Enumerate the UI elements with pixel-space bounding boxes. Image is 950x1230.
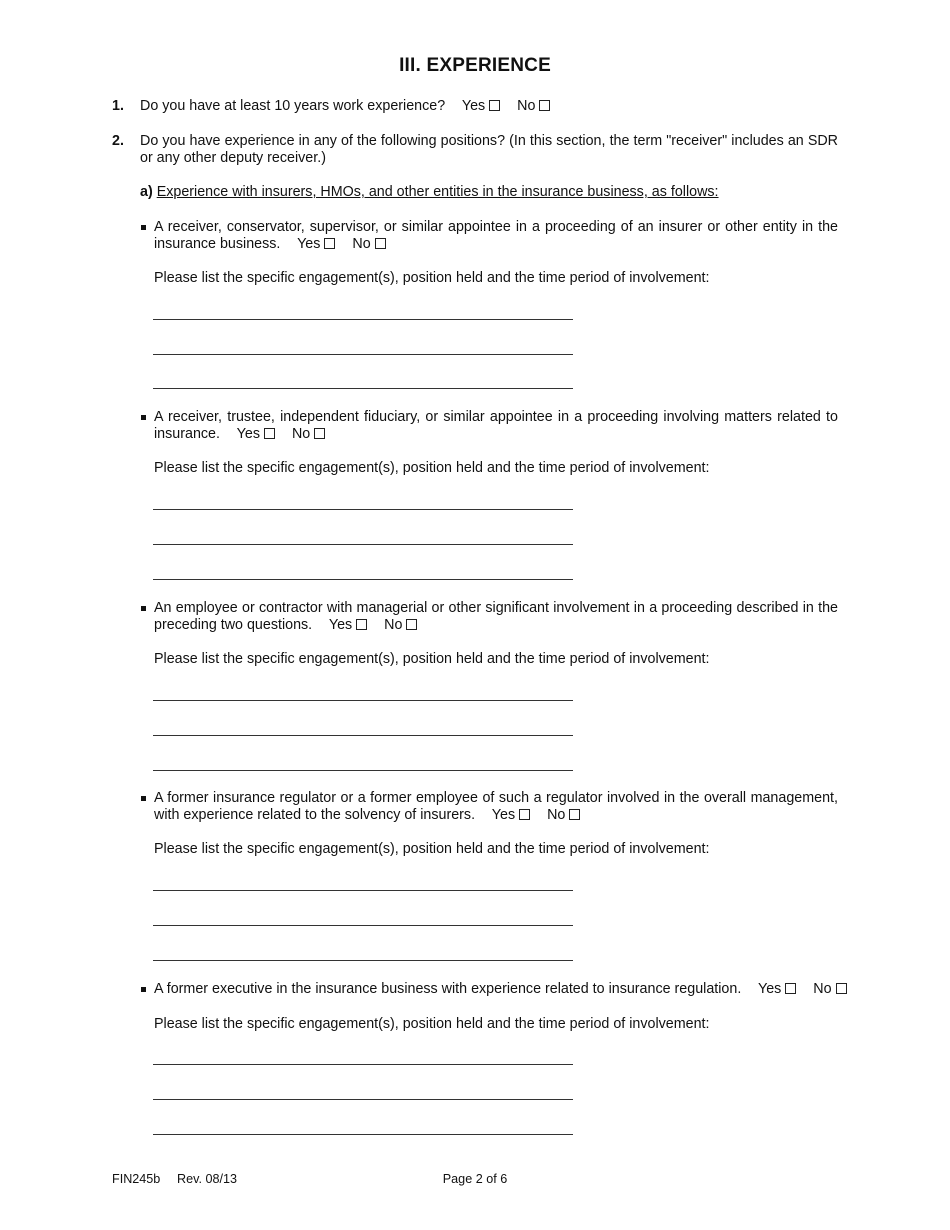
item-5-text: A former executive in the insurance business with experience related to insurance regulation. <box>154 981 742 997</box>
bullet-icon <box>141 225 146 230</box>
item-1-answer-line-1[interactable] <box>153 319 573 320</box>
item-1-prompt: Please list the specific engagement(s), position held and the time period of involvement: <box>154 270 710 286</box>
item-2-text: A receiver, trustee, independent fiduciary, or similar appointee in a proceeding involving matters related to insurance. <box>154 409 838 442</box>
item-3 <box>154 600 838 634</box>
yes-label: Yes <box>491 807 516 823</box>
item-3-answer-line-1[interactable] <box>153 700 573 701</box>
item-3-no-checkbox[interactable] <box>406 619 417 630</box>
question-1-no-checkbox[interactable] <box>539 100 550 111</box>
subsection-a-text: Experience with insurers, HMOs, and other entities in the insurance business, as follows: <box>156 184 719 200</box>
item-3-answer-line-3[interactable] <box>153 770 573 771</box>
bullet-icon <box>141 796 146 801</box>
item-4-prompt: Please list the specific engagement(s), position held and the time period of involvement: <box>154 841 710 857</box>
item-2-answer-line-1[interactable] <box>153 509 573 510</box>
subsection-a <box>140 184 719 200</box>
item-2-prompt: Please list the specific engagement(s), position held and the time period of involvement: <box>154 460 710 476</box>
item-5 <box>154 981 847 997</box>
item-5-answer-line-2[interactable] <box>153 1099 573 1100</box>
item-1 <box>154 219 838 253</box>
no-label: No <box>813 981 832 997</box>
item-1-yes[interactable] <box>297 236 335 252</box>
question-2-text: Do you have experience in any of the following positions? (In this section, the term "receiver" includes an SDR or any other deputy receiver.) <box>140 133 838 166</box>
footer-page-number: Page 2 of 6 <box>442 1172 508 1186</box>
item-5-prompt: Please list the specific engagement(s), position held and the time period of involvement: <box>154 1016 710 1032</box>
item-2-answer-line-2[interactable] <box>153 544 573 545</box>
item-1-answer-line-2[interactable] <box>153 354 573 355</box>
item-2-answer-line-3[interactable] <box>153 579 573 580</box>
item-4-answer-line-2[interactable] <box>153 925 573 926</box>
yes-label: Yes <box>461 98 486 114</box>
question-1-yes-checkbox[interactable] <box>489 100 500 111</box>
question-1-no[interactable] <box>517 98 550 114</box>
section-title: III. EXPERIENCE <box>399 55 551 76</box>
footer-form-id: FIN245b <box>112 1172 161 1186</box>
item-1-text: A receiver, conservator, supervisor, or similar appointee in a proceeding of an insurer or other entity in the insurance business. <box>154 219 838 252</box>
item-4-answer-line-1[interactable] <box>153 890 573 891</box>
item-2-yes[interactable] <box>237 426 275 442</box>
item-5-answer-line-3[interactable] <box>153 1134 573 1135</box>
yes-label: Yes <box>297 236 321 252</box>
yes-label: Yes <box>328 617 353 633</box>
item-1-no-checkbox[interactable] <box>375 238 386 249</box>
item-2 <box>154 409 838 443</box>
no-label: No <box>547 807 566 823</box>
no-label: No <box>291 426 311 442</box>
question-2-number: 2. <box>112 133 124 149</box>
no-label: No <box>517 98 536 114</box>
no-label: No <box>352 236 371 252</box>
item-4-yes-checkbox[interactable] <box>519 809 530 820</box>
item-4-answer-line-3[interactable] <box>153 960 573 961</box>
item-4-no[interactable] <box>547 807 580 823</box>
item-3-text: An employee or contractor with managerial or other significant involvement in a proceeding described in the preceding two questions. <box>154 600 838 633</box>
item-2-no[interactable] <box>292 426 325 442</box>
question-1 <box>140 98 550 114</box>
item-1-answer-line-3[interactable] <box>153 388 573 389</box>
bullet-icon <box>141 987 146 992</box>
footer-revision: Rev. 08/13 <box>177 1172 237 1186</box>
item-5-answer-line-1[interactable] <box>153 1064 573 1065</box>
item-3-no[interactable] <box>384 617 417 633</box>
item-4-text: A former insurance regulator or a former employee of such a regulator involved in the overall management, with experience related to the solvency of insurers. <box>154 790 838 823</box>
no-label: No <box>384 617 403 633</box>
question-1-number: 1. <box>112 98 124 114</box>
item-4 <box>154 790 838 824</box>
bullet-icon <box>141 415 146 420</box>
item-1-yes-checkbox[interactable] <box>324 238 335 249</box>
subsection-a-label: a) <box>140 184 153 200</box>
item-3-yes-checkbox[interactable] <box>356 619 367 630</box>
bullet-icon <box>141 606 146 611</box>
item-3-yes[interactable] <box>329 617 367 633</box>
yes-label: Yes <box>758 981 782 997</box>
item-4-no-checkbox[interactable] <box>569 809 580 820</box>
item-2-no-checkbox[interactable] <box>314 428 325 439</box>
item-5-yes[interactable] <box>758 981 796 997</box>
item-4-yes[interactable] <box>492 807 530 823</box>
question-1-yes[interactable] <box>462 98 500 114</box>
question-1-text: Do you have at least 10 years work experience? <box>140 98 446 114</box>
item-3-answer-line-2[interactable] <box>153 735 573 736</box>
item-5-no[interactable] <box>813 981 846 997</box>
item-2-yes-checkbox[interactable] <box>264 428 275 439</box>
item-3-prompt: Please list the specific engagement(s), position held and the time period of involvement: <box>154 651 710 667</box>
item-1-no[interactable] <box>352 236 385 252</box>
item-5-yes-checkbox[interactable] <box>785 983 796 994</box>
yes-label: Yes <box>236 426 260 442</box>
item-5-no-checkbox[interactable] <box>836 983 847 994</box>
